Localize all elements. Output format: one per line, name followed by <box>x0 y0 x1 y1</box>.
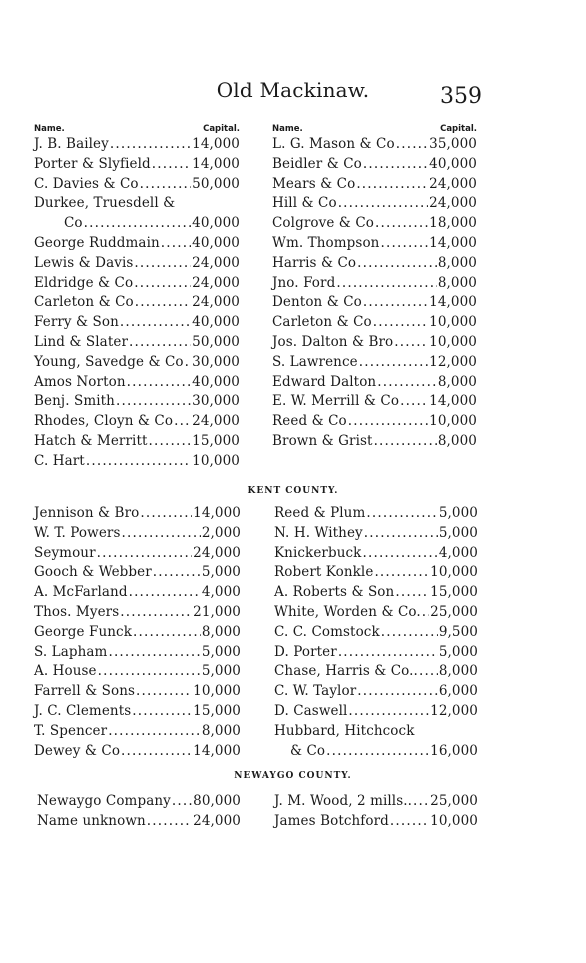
table-row <box>34 524 241 544</box>
dot-leader <box>134 274 191 294</box>
entry-capital: 5,000 <box>201 663 241 680</box>
table-row <box>34 603 241 623</box>
entry-name: Gooch & Webber <box>34 564 152 581</box>
entry-name: Jennison & Bro <box>34 505 140 521</box>
entry-capital: 4,000 <box>201 584 241 601</box>
entry-name: Reed & Plum <box>274 505 366 521</box>
entry-name: Name unknown <box>37 812 146 829</box>
dot-leader <box>415 722 477 742</box>
entry-capital: 24,000 <box>192 254 240 271</box>
entry-name: Hatch & Merritt <box>34 432 148 449</box>
newaygo-county-heading: NEWAYGO COUNTY. <box>234 771 352 781</box>
table-row <box>34 563 241 583</box>
column-header-capital: Capital. <box>203 124 240 134</box>
entry-name: Mears & Co <box>272 175 356 192</box>
entry-name: Amos Norton <box>34 373 126 390</box>
table-row <box>272 412 477 432</box>
entry-name: Farrell & Sons <box>34 683 136 700</box>
entry-capital: 25,000 <box>430 793 478 809</box>
entry-capital: 8,000 <box>437 432 477 449</box>
table-row <box>274 742 478 762</box>
table-row <box>34 353 240 373</box>
entry-name: James Botchford <box>274 812 389 829</box>
dot-leader <box>375 214 428 234</box>
entry-capital: 15,000 <box>193 702 241 719</box>
entry-name: Dewey & Co <box>34 742 121 759</box>
entry-capital: 5,000 <box>438 643 478 660</box>
entry-capital: 25,000 <box>430 603 478 620</box>
dot-leader <box>362 544 437 564</box>
entry-name: George Ruddmain <box>34 234 160 251</box>
table-row <box>272 234 477 254</box>
dot-leader <box>348 702 429 722</box>
column-headers <box>272 123 477 135</box>
dot-leader <box>122 524 201 544</box>
table-left-main <box>34 123 240 472</box>
entry-capital: 4,000 <box>438 544 478 561</box>
dot-leader <box>390 812 429 832</box>
entry-capital: 50,000 <box>192 333 240 350</box>
entry-name: Carleton & Co <box>272 314 372 331</box>
entry-capital: 14,000 <box>193 742 241 759</box>
table-row <box>274 682 478 702</box>
table-row <box>34 504 241 524</box>
dot-leader <box>377 373 437 393</box>
entry-capital: 10,000 <box>193 683 241 700</box>
entry-capital: 5,000 <box>201 643 241 660</box>
entry-capital: 40,000 <box>192 215 240 232</box>
entry-name: Knickerbuck <box>274 544 362 561</box>
table-row <box>34 392 240 412</box>
dot-leader <box>120 313 191 333</box>
entry-name: Thos. Myers <box>34 603 120 620</box>
entry-name: Co <box>64 215 83 232</box>
table-row <box>272 274 477 294</box>
table-row <box>34 135 240 155</box>
dot-leader <box>110 135 191 155</box>
entry-name: C. Hart <box>34 452 85 469</box>
table-row <box>274 504 478 524</box>
dot-leader <box>140 175 192 195</box>
table-row <box>34 702 241 722</box>
entry-capital: 8,000 <box>438 663 478 680</box>
page-title: Old Mackinaw. <box>216 78 370 102</box>
entry-name: A. Roberts & Son <box>274 584 395 601</box>
dot-leader <box>373 313 428 333</box>
entry-capital: 10,000 <box>429 413 477 430</box>
table-row <box>34 175 240 195</box>
entry-name: Eldridge & Co <box>34 274 134 291</box>
dot-leader <box>356 175 428 195</box>
entry-name: Chase, Harris & Co.. <box>274 663 418 680</box>
table-row <box>272 373 477 393</box>
table-row <box>274 722 478 742</box>
entry-name: Young, Savedge & Co <box>34 353 184 370</box>
dot-leader <box>108 722 201 742</box>
table-row <box>34 373 240 393</box>
table-row <box>272 333 477 353</box>
table-row <box>274 792 478 812</box>
table-row <box>274 643 478 663</box>
table-row <box>272 175 477 195</box>
entry-name: Newaygo Company <box>37 793 171 809</box>
entry-name: E. W. Merrill & Co <box>272 393 400 410</box>
table-row <box>34 412 240 432</box>
entry-name: Denton & Co <box>272 294 362 311</box>
entry-name: Reed & Co <box>272 413 347 430</box>
dot-leader <box>97 544 193 564</box>
entry-capital: 14,000 <box>429 393 477 410</box>
table-row <box>274 662 478 682</box>
dot-leader <box>357 682 438 702</box>
dot-leader <box>174 412 191 432</box>
dot-leader <box>140 504 192 524</box>
table-row <box>274 563 478 583</box>
entry-capital: 24,000 <box>192 274 240 291</box>
dot-leader <box>374 563 429 583</box>
entry-name: Hubbard, Hitchcock <box>274 722 415 739</box>
entry-capital: 40,000 <box>192 373 240 390</box>
table-row <box>37 812 241 832</box>
entry-name: A. House <box>34 663 97 680</box>
table-right-kent <box>274 504 478 761</box>
entry-name: D. Porter <box>274 643 337 660</box>
entry-capital: 21,000 <box>193 603 241 620</box>
entry-capital: 14,000 <box>193 505 241 521</box>
entry-capital: 30,000 <box>192 353 240 370</box>
entry-name: S. Lapham <box>34 643 108 660</box>
table-row <box>274 544 478 564</box>
table-row <box>34 583 241 603</box>
table-row <box>34 234 240 254</box>
table-row <box>274 603 478 623</box>
dot-leader <box>363 293 428 313</box>
table-row <box>34 662 241 682</box>
table-row <box>274 583 478 603</box>
dot-leader <box>129 583 201 603</box>
table-row <box>272 254 477 274</box>
table-row <box>34 742 241 762</box>
column-header-name: Name. <box>34 124 65 134</box>
dot-leader <box>121 742 192 762</box>
dot-leader <box>185 353 192 373</box>
entry-capital: 10,000 <box>429 333 477 350</box>
entry-name: D. Caswell <box>274 702 348 719</box>
dot-leader <box>419 662 438 682</box>
table-row <box>34 333 240 353</box>
page-number: 359 <box>440 84 482 109</box>
entry-name: C. Davies & Co <box>34 175 139 192</box>
table-row <box>272 214 477 234</box>
entry-name: S. Lawrence <box>272 353 358 370</box>
entry-name: Lind & Slater <box>34 333 129 350</box>
entry-name: & Co <box>290 742 326 759</box>
dot-leader <box>98 662 201 682</box>
dot-leader <box>132 702 192 722</box>
dot-leader <box>127 373 192 393</box>
entry-capital: 10,000 <box>429 314 477 331</box>
table-row <box>34 293 240 313</box>
table-row <box>34 194 240 214</box>
entry-capital: 40,000 <box>192 314 240 331</box>
entry-capital: 10,000 <box>192 452 240 469</box>
table-row <box>272 432 477 452</box>
table-row <box>34 623 241 643</box>
entry-name: J. M. Wood, 2 mills.. <box>274 793 413 809</box>
entry-capital: 24,000 <box>429 195 477 212</box>
entry-capital: 8,000 <box>201 722 241 739</box>
entry-name: J. C. Clements <box>34 702 132 719</box>
entry-capital: 12,000 <box>430 702 478 719</box>
entry-capital: 24,000 <box>192 294 240 311</box>
entry-name: Porter & Slyfield <box>34 155 151 172</box>
dot-leader <box>176 194 239 214</box>
entry-capital: 8,000 <box>201 623 241 640</box>
entry-capital: 9,500 <box>438 623 478 640</box>
entry-capital: 14,000 <box>429 234 477 251</box>
table-left-newaygo <box>37 792 241 832</box>
entry-capital: 18,000 <box>429 215 477 232</box>
table-row <box>272 313 477 333</box>
entry-capital: 6,000 <box>438 683 478 700</box>
dot-leader <box>394 333 428 353</box>
column-header-capital: Capital. <box>440 124 477 134</box>
entry-capital: 80,000 <box>193 793 241 809</box>
dot-leader <box>338 643 438 663</box>
dot-leader <box>364 524 438 544</box>
table-row <box>34 722 241 742</box>
dot-leader <box>149 432 192 452</box>
entry-capital: 8,000 <box>437 254 477 271</box>
entry-capital: 8,000 <box>437 274 477 291</box>
dot-leader <box>363 155 428 175</box>
dot-leader <box>84 214 191 234</box>
entry-capital: 10,000 <box>430 812 478 829</box>
table-row <box>272 194 477 214</box>
dot-leader <box>357 254 437 274</box>
table-row <box>34 254 240 274</box>
table-row <box>274 524 478 544</box>
entry-name: Edward Dalton <box>272 373 377 390</box>
table-row <box>34 214 240 234</box>
dot-leader <box>161 234 191 254</box>
dot-leader <box>422 603 429 623</box>
table-row <box>34 155 240 175</box>
table-row <box>274 702 478 722</box>
entry-capital: 14,000 <box>192 155 240 172</box>
dot-leader <box>153 563 201 583</box>
table-left-kent <box>34 504 241 761</box>
dot-leader <box>336 274 437 294</box>
entry-name: Robert Konkle <box>274 564 374 581</box>
table-row <box>272 135 477 155</box>
entry-capital: 14,000 <box>192 136 240 152</box>
table-right-main <box>272 123 477 452</box>
entry-name: Rhodes, Cloyn & Co <box>34 413 174 430</box>
dot-leader <box>400 392 428 412</box>
entry-capital: 5,000 <box>201 564 241 581</box>
table-row <box>34 432 240 452</box>
dot-leader <box>366 504 437 524</box>
dot-leader <box>134 254 191 274</box>
entry-name: Seymour <box>34 544 96 561</box>
table-row <box>274 623 478 643</box>
dot-leader <box>129 333 191 353</box>
dot-leader <box>116 392 191 412</box>
entry-capital: 24,000 <box>192 413 240 430</box>
entry-name: Colgrove & Co <box>272 215 374 232</box>
entry-name: C. W. Taylor <box>274 683 357 700</box>
entry-capital: 24,000 <box>429 175 477 192</box>
entry-capital: 8,000 <box>437 373 477 390</box>
table-row <box>34 274 240 294</box>
entry-name: Brown & Grist <box>272 432 373 449</box>
entry-name: Ferry & Son <box>34 314 119 331</box>
entry-capital: 40,000 <box>192 234 240 251</box>
entry-capital: 30,000 <box>192 393 240 410</box>
table-row <box>34 544 241 564</box>
entry-name: T. Spencer <box>34 722 108 739</box>
entry-name: George Funck <box>34 623 132 640</box>
dot-leader <box>135 293 191 313</box>
table-row <box>272 155 477 175</box>
dot-leader <box>348 412 428 432</box>
dot-leader <box>326 742 429 762</box>
entry-capital: 50,000 <box>192 175 240 192</box>
dot-leader <box>338 194 428 214</box>
entry-name: Hill & Co <box>272 195 337 212</box>
entry-name: Jos. Dalton & Bro <box>272 333 394 350</box>
dot-leader <box>120 603 192 623</box>
entry-capital: 35,000 <box>429 136 477 152</box>
entry-name: Beidler & Co <box>272 155 362 172</box>
dot-leader <box>413 792 429 812</box>
entry-name: White, Worden & Co. <box>274 603 421 620</box>
entry-capital: 12,000 <box>429 353 477 370</box>
dot-leader <box>136 682 192 702</box>
table-row <box>274 812 478 832</box>
table-row <box>34 643 241 663</box>
table-row <box>272 392 477 412</box>
table-row <box>272 293 477 313</box>
table-row <box>34 313 240 333</box>
entry-name: A. McFarland <box>34 584 128 601</box>
entry-capital: 24,000 <box>193 544 241 561</box>
entry-name: Harris & Co <box>272 254 357 271</box>
entry-capital: 5,000 <box>438 505 478 521</box>
entry-capital: 40,000 <box>429 155 477 172</box>
column-headers <box>34 123 240 135</box>
dot-leader <box>133 623 201 643</box>
entry-name: Jno. Ford <box>272 274 336 291</box>
table-row <box>272 353 477 373</box>
dot-leader <box>395 583 429 603</box>
entry-name: Carleton & Co <box>34 294 134 311</box>
table-right-newaygo <box>274 792 478 832</box>
table-row <box>37 792 241 812</box>
table-row <box>34 682 241 702</box>
entry-capital: 16,000 <box>430 742 478 759</box>
column-header-name: Name. <box>272 124 303 134</box>
entry-capital: 5,000 <box>438 524 478 541</box>
entry-name: J. B. Bailey <box>34 136 109 152</box>
entry-name: W. T. Powers <box>34 524 121 541</box>
dot-leader <box>380 234 428 254</box>
dot-leader <box>147 812 192 832</box>
entry-name: L. G. Mason & Co <box>272 136 395 152</box>
entry-name: Durkee, Truesdell & <box>34 195 176 212</box>
entry-capital: 2,000 <box>201 524 241 541</box>
dot-leader <box>108 643 200 663</box>
entry-capital: 15,000 <box>192 432 240 449</box>
entry-capital: 10,000 <box>430 564 478 581</box>
dot-leader <box>359 353 428 373</box>
entry-name: C. C. Comstock <box>274 623 380 640</box>
table-row <box>34 452 240 472</box>
dot-leader <box>152 155 191 175</box>
dot-leader <box>86 452 191 472</box>
entry-name: Wm. Thompson <box>272 234 380 251</box>
dot-leader <box>381 623 438 643</box>
entry-capital: 15,000 <box>430 584 478 601</box>
entry-name: Lewis & Davis <box>34 254 134 271</box>
kent-county-heading: KENT COUNTY. <box>247 486 339 496</box>
entry-name: Benj. Smith <box>34 393 115 410</box>
dot-leader <box>396 135 428 155</box>
dot-leader <box>374 432 437 452</box>
entry-capital: 14,000 <box>429 294 477 311</box>
dot-leader <box>172 792 192 812</box>
entry-name: N. H. Withey <box>274 524 363 541</box>
entry-capital: 24,000 <box>193 812 241 829</box>
